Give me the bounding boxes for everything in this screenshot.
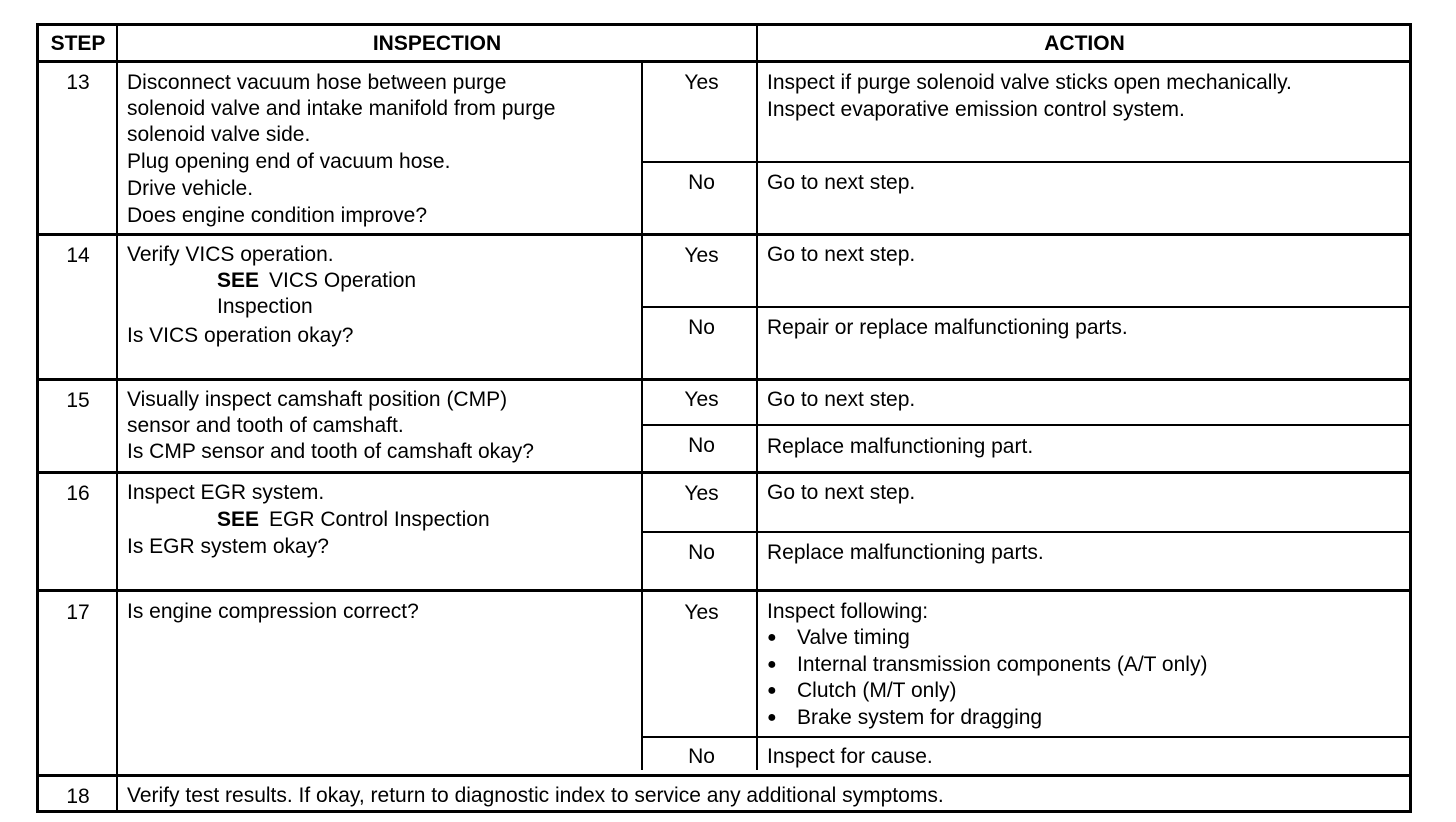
- row16-bottom: [39, 589, 1409, 592]
- action-bullet-item: ● Brake system for dragging: [767, 705, 1207, 732]
- row17-bottom: [39, 774, 1409, 777]
- action-text: Inspect if purge solenoid valve sticks open mechanically.: [767, 71, 1292, 94]
- row14-bottom: [39, 378, 1409, 381]
- answer-no: No: [688, 171, 715, 194]
- action-text: Replace malfunctioning parts.: [767, 541, 1044, 564]
- row16-split: [641, 531, 1409, 533]
- action-bullet-list: [767, 625, 1207, 731]
- action-text: Replace malfunctioning part.: [767, 435, 1034, 458]
- step-number: 14: [66, 244, 90, 267]
- diagnostic-table: [36, 23, 1412, 813]
- answer-yes: Yes: [684, 244, 719, 267]
- action-text: Go to next step.: [767, 481, 916, 504]
- row13-bottom: [39, 233, 1409, 236]
- inspection-line: Disconnect vacuum hose between purge: [127, 71, 507, 94]
- inspection-line: Inspect EGR system.: [127, 481, 325, 504]
- inspection-line: sensor and tooth of camshaft.: [127, 414, 404, 437]
- column-divider-answer: [641, 61, 643, 770]
- inspection-line: Plug opening end of vacuum hose.: [127, 150, 451, 173]
- header-inspection: INSPECTION: [372, 32, 502, 55]
- answer-no: No: [688, 316, 715, 339]
- inspection-line: solenoid valve side.: [127, 123, 311, 146]
- inspection-line: Verify VICS operation.: [127, 243, 334, 266]
- row15-split: [641, 424, 1409, 426]
- header-action: ACTION: [1044, 32, 1125, 55]
- header-divider: [39, 60, 1409, 63]
- step-number: 18: [66, 785, 90, 808]
- action-text: Inspect evaporative emission control system.: [767, 98, 1185, 121]
- inspection-line: Is CMP sensor and tooth of camshaft okay?: [127, 440, 534, 463]
- inspection-question: Is VICS operation okay?: [127, 324, 354, 347]
- see-reference: [217, 507, 490, 534]
- row14-split: [641, 306, 1409, 308]
- inspection-question: Is EGR system okay?: [127, 535, 329, 558]
- column-divider-step: [116, 26, 118, 810]
- action-text: Inspect for cause.: [767, 745, 933, 768]
- header-step: STEP: [50, 32, 106, 55]
- answer-yes: Yes: [684, 482, 719, 505]
- inspection-line: solenoid valve and intake manifold from purge: [127, 97, 556, 120]
- action-bullet-item: ● Internal transmission components (A/T only): [767, 652, 1207, 679]
- action-title: Inspect following:: [767, 600, 929, 623]
- action-text: Go to next step.: [767, 243, 916, 266]
- action-text: Go to next step.: [767, 171, 916, 194]
- see-reference: [217, 268, 416, 295]
- row13-split: [641, 161, 1409, 163]
- answer-yes: Yes: [684, 601, 719, 624]
- step-number: 17: [66, 601, 90, 624]
- step-number: 16: [66, 482, 90, 505]
- see-reference-text: VICS Operation: [269, 269, 417, 292]
- action-text: Go to next step.: [767, 388, 916, 411]
- see-reference-text: Inspection: [217, 295, 313, 318]
- row15-bottom: [39, 471, 1409, 474]
- inspection-line: Is engine compression correct?: [127, 600, 419, 623]
- answer-no: No: [688, 541, 715, 564]
- answer-no: No: [688, 745, 715, 768]
- inspection-line: Verify test results. If okay, return to diagnostic index to service any additional symptoms.: [127, 784, 944, 807]
- step-number: 15: [66, 389, 90, 412]
- see-label: SEE: [217, 269, 260, 292]
- see-reference-text: EGR Control Inspection: [269, 508, 490, 531]
- step-number: 13: [66, 71, 90, 94]
- action-text: Repair or replace malfunctioning parts.: [767, 316, 1128, 339]
- row17-split: [641, 736, 1409, 738]
- action-bullet-item: ● Clutch (M/T only): [767, 678, 1207, 705]
- inspection-line: Visually inspect camshaft position (CMP): [127, 388, 508, 411]
- inspection-line: Drive vehicle.: [127, 177, 254, 200]
- answer-no: No: [688, 434, 715, 457]
- action-bullet-item: ● Valve timing: [767, 625, 1207, 652]
- see-label: SEE: [217, 508, 260, 531]
- answer-yes: Yes: [684, 388, 719, 411]
- inspection-line: Does engine condition improve?: [127, 204, 428, 227]
- answer-yes: Yes: [684, 71, 719, 94]
